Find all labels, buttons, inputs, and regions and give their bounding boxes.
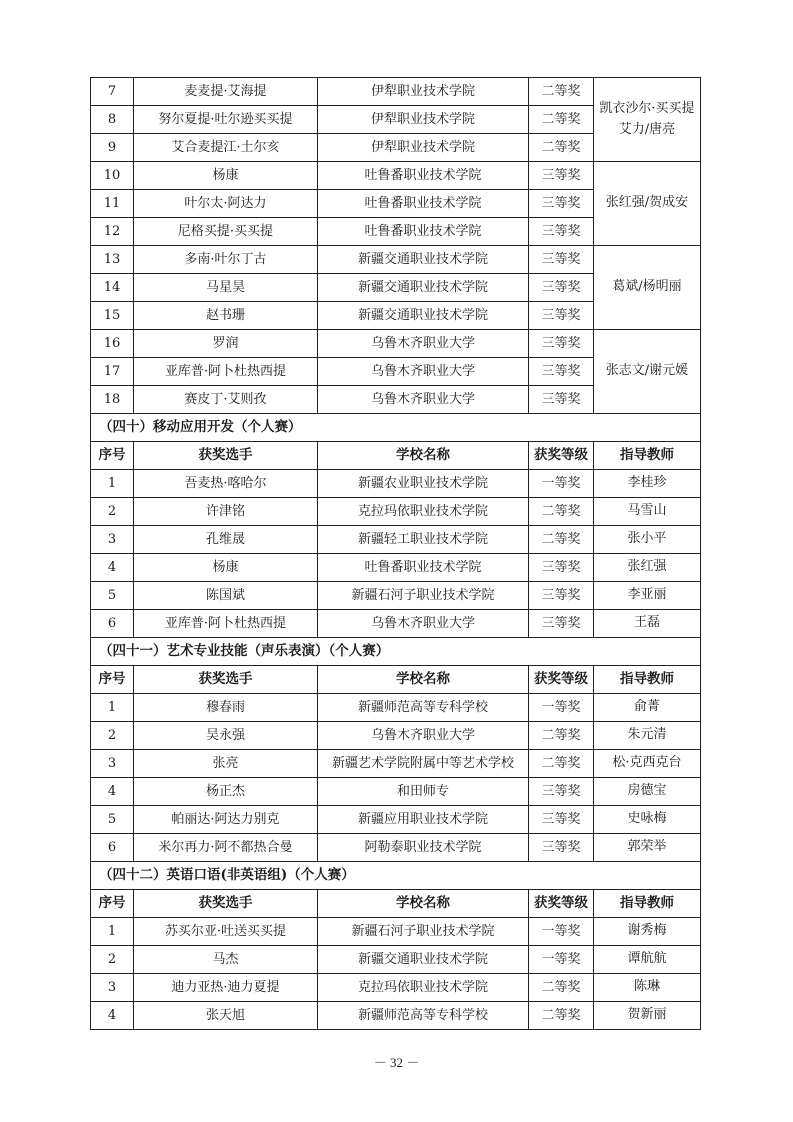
winner-name: 赛皮丁·艾则孜	[134, 386, 318, 414]
header-number: 序号	[91, 442, 134, 470]
table-row	[91, 694, 701, 722]
table-header-row	[91, 442, 701, 470]
mentor-name: 松·克西克台	[594, 750, 701, 778]
row-number: 11	[91, 190, 134, 218]
mentor-name: 张小平	[594, 526, 701, 554]
award-level: 三等奖	[529, 834, 594, 862]
table-row	[91, 778, 701, 806]
header-mentor: 指导教师	[594, 442, 701, 470]
page-number: － 32 －	[373, 1055, 420, 1070]
header-mentor: 指导教师	[594, 666, 701, 694]
row-number: 2	[91, 722, 134, 750]
school-name: 吐鲁番职业技术学院	[318, 162, 529, 190]
header-number: 序号	[91, 666, 134, 694]
award-level: 二等奖	[529, 106, 594, 134]
award-level: 三等奖	[529, 386, 594, 414]
winner-name: 帕丽达·阿达力别克	[134, 806, 318, 834]
winner-name: 多南·叶尔丁古	[134, 246, 318, 274]
school-name: 乌鲁木齐职业大学	[318, 722, 529, 750]
row-number: 2	[91, 498, 134, 526]
row-number: 7	[91, 78, 134, 106]
table-row	[91, 162, 701, 190]
award-level: 三等奖	[529, 274, 594, 302]
row-number: 15	[91, 302, 134, 330]
award-level: 三等奖	[529, 330, 594, 358]
award-level: 三等奖	[529, 162, 594, 190]
header-level: 获奖等级	[529, 890, 594, 918]
header-winner: 获奖选手	[134, 442, 318, 470]
table-row	[91, 498, 701, 526]
award-level: 三等奖	[529, 610, 594, 638]
winner-name: 亚库普·阿卜杜热西提	[134, 610, 318, 638]
school-name: 新疆艺术学院附属中等艺术学校	[318, 750, 529, 778]
school-name: 伊犁职业技术学院	[318, 78, 529, 106]
winner-name: 赵书珊	[134, 302, 318, 330]
winner-name: 马杰	[134, 946, 318, 974]
row-number: 3	[91, 526, 134, 554]
mentor-name: 俞菁	[594, 694, 701, 722]
row-number: 3	[91, 750, 134, 778]
winner-name: 苏买尔亚·吐送买买提	[134, 918, 318, 946]
school-name: 阿勒泰职业技术学院	[318, 834, 529, 862]
winner-name: 迪力亚热·迪力夏提	[134, 974, 318, 1002]
table-row	[91, 974, 701, 1002]
award-level: 一等奖	[529, 694, 594, 722]
row-number: 8	[91, 106, 134, 134]
winner-name: 艾合麦提江·土尔亥	[134, 134, 318, 162]
header-level: 获奖等级	[529, 666, 594, 694]
header-winner: 获奖选手	[134, 666, 318, 694]
winner-name: 马星昊	[134, 274, 318, 302]
winner-name: 吴永强	[134, 722, 318, 750]
award-level: 一等奖	[529, 470, 594, 498]
school-name: 新疆应用职业技术学院	[318, 806, 529, 834]
mentor-name: 王磊	[594, 610, 701, 638]
school-name: 新疆师范高等专科学校	[318, 1002, 529, 1030]
award-level: 三等奖	[529, 302, 594, 330]
mentor-name: 陈琳	[594, 974, 701, 1002]
mentor-name: 史咏梅	[594, 806, 701, 834]
table-row	[91, 330, 701, 358]
award-level: 二等奖	[529, 134, 594, 162]
school-name: 乌鲁木齐职业大学	[318, 386, 529, 414]
award-level: 二等奖	[529, 750, 594, 778]
winner-name: 米尔再力·阿不都热合曼	[134, 834, 318, 862]
section-title-row	[91, 638, 701, 666]
row-number: 1	[91, 694, 134, 722]
row-number: 5	[91, 582, 134, 610]
section-title: （四十）移动应用开发（个人赛）	[91, 414, 701, 442]
award-level: 一等奖	[529, 946, 594, 974]
school-name: 和田师专	[318, 778, 529, 806]
row-number: 1	[91, 918, 134, 946]
section-title-row	[91, 862, 701, 890]
header-mentor: 指导教师	[594, 890, 701, 918]
header-school: 学校名称	[318, 666, 529, 694]
row-number: 6	[91, 834, 134, 862]
school-name: 新疆师范高等专科学校	[318, 694, 529, 722]
table-row	[91, 1002, 701, 1030]
row-number: 4	[91, 778, 134, 806]
table-row	[91, 610, 701, 638]
winner-name: 穆春雨	[134, 694, 318, 722]
school-name: 新疆交通职业技术学院	[318, 246, 529, 274]
mentor-name: 谭航航	[594, 946, 701, 974]
table-row	[91, 554, 701, 582]
mentor-name: 郭荣举	[594, 834, 701, 862]
school-name: 克拉玛依职业技术学院	[318, 498, 529, 526]
award-level: 二等奖	[529, 974, 594, 1002]
mentor-name: 葛斌/杨明丽	[594, 246, 701, 330]
mentor-name: 凯衣沙尔·买买提艾力/唐亮	[594, 78, 701, 162]
row-number: 9	[91, 134, 134, 162]
section-title: （四十二）英语口语(非英语组)（个人赛）	[91, 862, 701, 890]
school-name: 新疆交通职业技术学院	[318, 946, 529, 974]
winner-name: 张亮	[134, 750, 318, 778]
row-number: 3	[91, 974, 134, 1002]
table-header-row	[91, 666, 701, 694]
mentor-name: 张红强/贺成安	[594, 162, 701, 246]
header-winner: 获奖选手	[134, 890, 318, 918]
school-name: 新疆石河子职业技术学院	[318, 582, 529, 610]
winner-name: 亚库普·阿卜杜热西提	[134, 358, 318, 386]
mentor-name: 张志文/谢元媛	[594, 330, 701, 414]
mentor-name: 朱元清	[594, 722, 701, 750]
award-level: 三等奖	[529, 190, 594, 218]
school-name: 新疆石河子职业技术学院	[318, 918, 529, 946]
row-number: 6	[91, 610, 134, 638]
award-document	[90, 77, 700, 1030]
section-title: （四十一）艺术专业技能（声乐表演）（个人赛）	[91, 638, 701, 666]
row-number: 18	[91, 386, 134, 414]
row-number: 10	[91, 162, 134, 190]
school-name: 乌鲁木齐职业大学	[318, 330, 529, 358]
winner-name: 杨正杰	[134, 778, 318, 806]
award-level: 三等奖	[529, 582, 594, 610]
winner-name: 杨康	[134, 162, 318, 190]
mentor-name: 李桂珍	[594, 470, 701, 498]
school-name: 新疆轻工职业技术学院	[318, 526, 529, 554]
header-school: 学校名称	[318, 890, 529, 918]
award-level: 二等奖	[529, 498, 594, 526]
row-number: 13	[91, 246, 134, 274]
school-name: 新疆交通职业技术学院	[318, 302, 529, 330]
table-row	[91, 946, 701, 974]
row-number: 1	[91, 470, 134, 498]
award-level: 二等奖	[529, 526, 594, 554]
award-table	[90, 77, 701, 1030]
award-level: 二等奖	[529, 1002, 594, 1030]
table-row	[91, 750, 701, 778]
table-row	[91, 834, 701, 862]
header-number: 序号	[91, 890, 134, 918]
award-level: 三等奖	[529, 778, 594, 806]
school-name: 新疆交通职业技术学院	[318, 274, 529, 302]
mentor-name: 谢秀梅	[594, 918, 701, 946]
winner-name: 孔维晟	[134, 526, 318, 554]
row-number: 12	[91, 218, 134, 246]
mentor-name: 张红强	[594, 554, 701, 582]
row-number: 2	[91, 946, 134, 974]
row-number: 17	[91, 358, 134, 386]
winner-name: 罗润	[134, 330, 318, 358]
mentor-name: 贺新丽	[594, 1002, 701, 1030]
school-name: 乌鲁木齐职业大学	[318, 358, 529, 386]
school-name: 伊犁职业技术学院	[318, 106, 529, 134]
table-row	[91, 722, 701, 750]
school-name: 乌鲁木齐职业大学	[318, 610, 529, 638]
winner-name: 努尔夏提·吐尔逊买买提	[134, 106, 318, 134]
winner-name: 吾麦热·喀哈尔	[134, 470, 318, 498]
award-level: 一等奖	[529, 918, 594, 946]
table-row	[91, 526, 701, 554]
award-level: 三等奖	[529, 246, 594, 274]
award-level: 二等奖	[529, 78, 594, 106]
school-name: 吐鲁番职业技术学院	[318, 554, 529, 582]
row-number: 4	[91, 554, 134, 582]
award-level: 二等奖	[529, 722, 594, 750]
row-number: 5	[91, 806, 134, 834]
award-level: 三等奖	[529, 218, 594, 246]
row-number: 4	[91, 1002, 134, 1030]
table-row	[91, 246, 701, 274]
award-level: 三等奖	[529, 554, 594, 582]
winner-name: 许津铭	[134, 498, 318, 526]
mentor-name: 房德宝	[594, 778, 701, 806]
header-level: 获奖等级	[529, 442, 594, 470]
mentor-name: 李亚丽	[594, 582, 701, 610]
section-title-row	[91, 414, 701, 442]
winner-name: 陈国斌	[134, 582, 318, 610]
row-number: 16	[91, 330, 134, 358]
school-name: 吐鲁番职业技术学院	[318, 190, 529, 218]
table-row	[91, 582, 701, 610]
table-row	[91, 918, 701, 946]
winner-name: 杨康	[134, 554, 318, 582]
school-name: 吐鲁番职业技术学院	[318, 218, 529, 246]
school-name: 克拉玛依职业技术学院	[318, 974, 529, 1002]
award-level: 三等奖	[529, 358, 594, 386]
winner-name: 尼格买提·买买提	[134, 218, 318, 246]
table-row	[91, 806, 701, 834]
winner-name: 麦麦提·艾海提	[134, 78, 318, 106]
mentor-name: 马雪山	[594, 498, 701, 526]
school-name: 新疆农业职业技术学院	[318, 470, 529, 498]
school-name: 伊犁职业技术学院	[318, 134, 529, 162]
award-level: 三等奖	[529, 806, 594, 834]
winner-name: 张天旭	[134, 1002, 318, 1030]
row-number: 14	[91, 274, 134, 302]
header-school: 学校名称	[318, 442, 529, 470]
table-row	[91, 78, 701, 106]
table-row	[91, 470, 701, 498]
winner-name: 叶尔太·阿达力	[134, 190, 318, 218]
table-header-row	[91, 890, 701, 918]
